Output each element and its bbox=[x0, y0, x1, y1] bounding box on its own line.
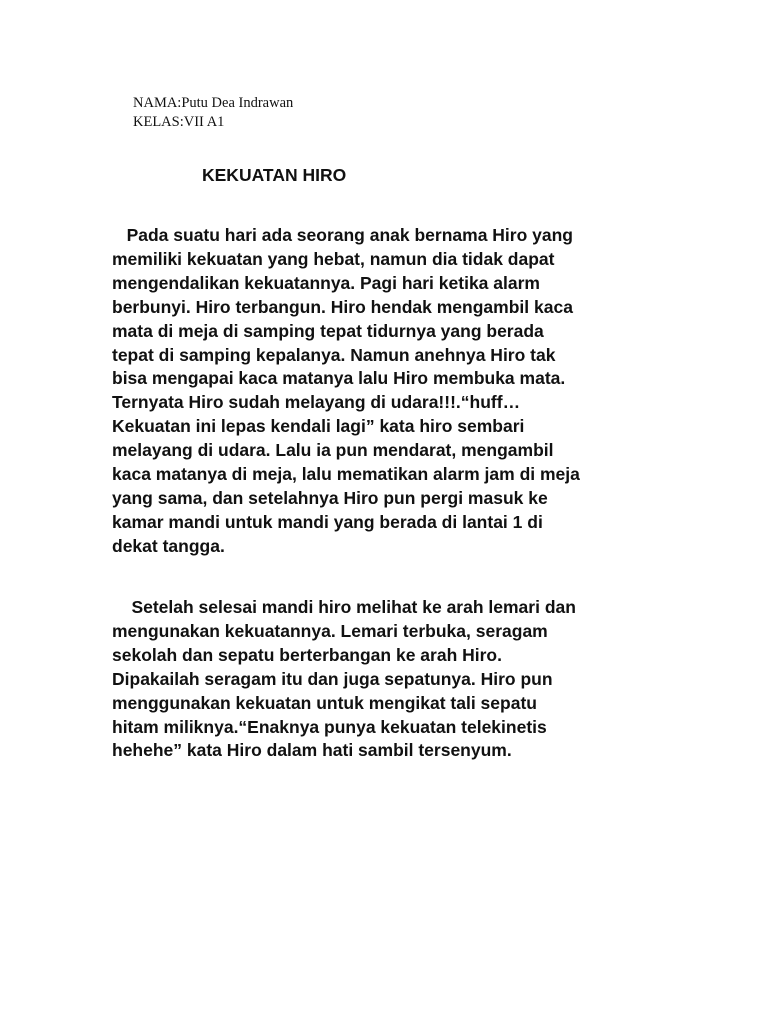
paragraph-line: Dipakailah seragam itu dan juga sepatunya. Hiro pun bbox=[112, 668, 553, 689]
student-name-line: NAMA:Putu Dea Indrawan bbox=[133, 95, 294, 111]
paragraph-line: kaca matanya di meja, lalu mematikan alarm jam di meja bbox=[112, 464, 580, 485]
paragraph-line: mengunakan kekuatannya. Lemari terbuka, seragam bbox=[112, 620, 548, 641]
paragraph-line: kamar mandi untuk mandi yang berada di lantai 1 di bbox=[112, 511, 543, 532]
paragraph-line: Kekuatan ini lepas kendali lagi” kata hiro sembari bbox=[112, 416, 525, 437]
paragraph-line: mengendalikan kekuatannya. Pagi hari ketika alarm bbox=[112, 272, 540, 293]
paragraph-line: mata di meja di samping tepat tidurnya yang berada bbox=[112, 320, 544, 341]
paragraph-line: hitam miliknya.“Enaknya punya kekuatan telekinetis bbox=[112, 716, 547, 737]
paragraph-1 bbox=[112, 224, 672, 559]
paragraph-line: dekat tangga. bbox=[112, 535, 225, 556]
paragraph-line: Setelah selesai mandi hiro melihat ke arah lemari dan bbox=[112, 597, 576, 617]
paragraph-line: Ternyata Hiro sudah melayang di udara!!!.“huff… bbox=[112, 392, 521, 413]
paragraph-line: bisa mengapai kaca matanya lalu Hiro membuka mata. bbox=[112, 368, 566, 389]
paragraph-line: berbunyi. Hiro terbangun. Hiro hendak mengambil kaca bbox=[112, 296, 573, 317]
student-class-line: KELAS:VII A1 bbox=[133, 114, 225, 130]
paragraph-line: melayang di udara. Lalu ia pun mendarat, mengambil bbox=[112, 440, 554, 461]
paragraph-line: Pada suatu hari ada seorang anak bernama Hiro yang bbox=[112, 225, 573, 245]
story-title: KEKUATAN HIRO bbox=[202, 165, 347, 185]
paragraph-line: tepat di samping kepalanya. Namun anehnya Hiro tak bbox=[112, 344, 556, 365]
paragraph-line: sekolah dan sepatu berterbangan ke arah Hiro. bbox=[112, 644, 502, 665]
paragraph-2 bbox=[112, 596, 672, 763]
paragraph-line: menggunakan kekuatan untuk mengikat tali sepatu bbox=[112, 692, 537, 713]
paragraph-line: hehehe” kata Hiro dalam hati sambil tersenyum. bbox=[112, 740, 512, 761]
paragraph-line: memiliki kekuatan yang hebat, namun dia tidak dapat bbox=[112, 248, 555, 269]
paragraph-line: yang sama, dan setelahnya Hiro pun pergi masuk ke bbox=[112, 487, 548, 508]
